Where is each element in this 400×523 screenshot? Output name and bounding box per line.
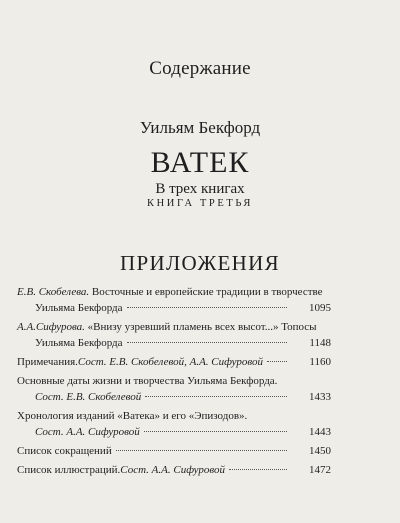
toc-author: А.А.Сифурова.: [17, 321, 85, 333]
toc-text: Хронология изданий «Ватека» и его «Эпизодов».: [17, 410, 248, 422]
dot-leader: [145, 395, 287, 397]
toc-text: Список иллюстраций.: [17, 464, 121, 476]
book-subtitle: В трех книгах: [155, 181, 245, 197]
toc-entry-line: [17, 319, 331, 335]
dot-leader: [127, 306, 287, 308]
page-number: 1160: [309, 356, 331, 368]
toc-text: «Внизу узревший пламень всех высот...» Топосы: [84, 321, 317, 333]
page-number: 1433: [309, 391, 331, 403]
toc-author: Е.В. Скобелева.: [17, 286, 90, 298]
toc-compiler: Сост. А.А. Сифуровой: [35, 426, 140, 438]
toc-entry-line: [17, 408, 331, 424]
toc-entry-line: [17, 284, 331, 300]
toc-entry-line: [17, 443, 331, 459]
toc-entry-3: [17, 354, 331, 370]
appendices-title: ПРИЛОЖЕНИЯ: [120, 251, 280, 275]
toc-entry-4: [17, 373, 331, 405]
dot-leader: [127, 341, 287, 343]
page-number: 1095: [309, 302, 331, 314]
toc-entry-line: [17, 389, 331, 405]
page-number: 1148: [309, 337, 331, 349]
toc-text: Основные даты жизни и творчества Уильяма Бекфорда.: [17, 375, 278, 387]
toc-text: Восточные и европейские традиции в творчестве: [89, 286, 323, 298]
toc-entry-2: [17, 319, 331, 351]
toc-entry-line: [17, 300, 331, 316]
dot-leader: [229, 468, 287, 470]
page-number: 1450: [309, 445, 331, 457]
toc-text: Уильяма Бекфорда: [35, 302, 123, 314]
toc-compiler: Сост. Е.В. Скобелевой, А.А. Сифуровой: [77, 356, 263, 368]
toc-entry-line: [17, 424, 331, 440]
toc-compiler: Сост. Е.В. Скобелевой: [35, 391, 142, 403]
toc-entry-line: [17, 462, 331, 478]
book-volume: КНИГА ТРЕТЬЯ: [146, 198, 254, 209]
page-number: 1443: [309, 426, 331, 438]
toc-entry-line: [17, 354, 331, 370]
toc-entry-1: [17, 284, 331, 316]
toc-entry-line: [17, 335, 331, 351]
toc-text: Уильяма Бекфорда: [35, 337, 123, 349]
dot-leader: [267, 360, 287, 362]
book-title: ВАТЕК: [150, 146, 250, 179]
toc-entry-line: [17, 373, 331, 389]
toc-compiler: Сост. А.А. Сифуровой: [120, 464, 226, 476]
table-of-contents: [17, 284, 331, 481]
toc-entry-6: [17, 443, 331, 459]
page-number: 1472: [309, 464, 331, 476]
toc-entry-5: [17, 408, 331, 440]
dot-leader: [144, 430, 287, 432]
toc-text: Список сокращений: [17, 445, 112, 457]
contents-title: Содержание: [149, 58, 251, 79]
toc-text: Примечания.: [17, 356, 78, 368]
toc-entry-7: [17, 462, 331, 478]
dot-leader: [116, 449, 287, 451]
author-name: Уильям Бекфорд: [139, 118, 261, 137]
